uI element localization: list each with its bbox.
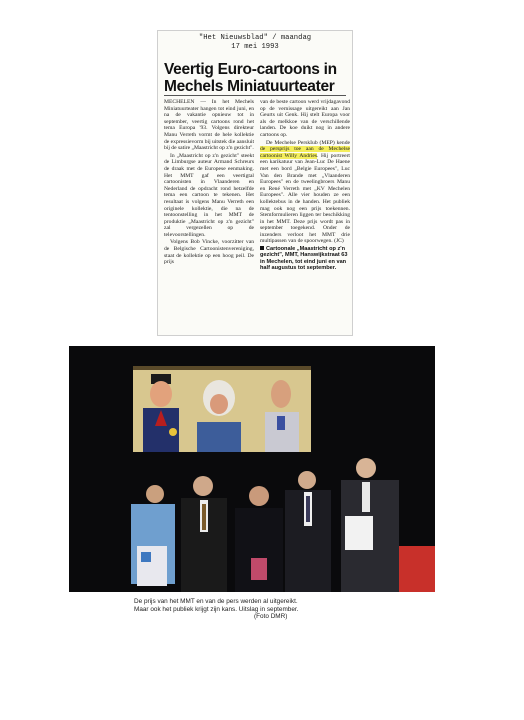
article-column-right [260,99,350,333]
article-paragraph: van de beste cartoon werd vrijdagavond op de vernissage uitgereikt aan Jan Geurts uit Genk. Hij stelt Europa voor als de melkkoe van de verschillende landen. De koe duikt nog in andere cartoons op. [260,99,350,138]
event-photo [69,346,435,592]
event-info-box [260,246,350,272]
masthead [158,34,352,52]
stage-frame [133,366,311,370]
caption-line: Maar ook het publiek krijgt zijn kans. Uitslag in september. [134,605,299,613]
article-body [164,99,350,333]
masthead-paper-day: "Het Nieuwsblad" / maandag [198,34,312,42]
event-info-text: Cartoonale „Maastricht op z'n gezicht", MMT, Hanswijkstraat 63 in Mechelen, tot eind juni en van half augustus tot september. [260,246,348,272]
article-paragraph: Volgens Bob Vincke, voorzitter van de Belgische Cartoonistenvereniging, staat de kollektie op een hoog peil. De prijs [164,239,254,266]
article-paragraph: MECHELEN — In het Mechels Miniatuurteater hangen tot eind juni, en na de vakantie opnieuw tot in september, veertig cartoons rond het tema Europa '93. Volgens direkteur Manu Verreth vormt de hele kollektie de expressievorm bij uitstek die aansluit bij de satire „Maastricht op z'n gezicht". [164,99,254,152]
article-column-left [164,99,254,333]
headline-rule [164,95,346,96]
masthead-date: 17 mei 1993 [231,43,279,51]
red-curtain [399,546,435,592]
photo-caption [134,598,364,621]
newspaper-clipping [157,30,353,336]
article-headline: Veertig Euro-cartoons in Mechels Miniatuurteater [164,61,337,95]
highlighted-text: de persprijs toe aan de Mechelse cartoonist Willy Andries [260,146,350,159]
caption-line: De prijs van het MMT en van de pers werden al uitgereikt. [134,598,298,605]
article-paragraph: In „Maastricht op z'n gezicht" steekt de Limburgse auteur Armand Schreurs de draak met de Europese eenmaking. Het MMT gaf een veertigtal cartoonisten in Vlaanderen en Nederland de opdracht rond hetzelfde tema een cartoon te tekenen. Het resultaat is volgens Manu Verreth een originele kollektie, die na de tentoonstelling in het MMT de produktie „Maastricht op z'n gezicht" zal vergezellen op de televoorstellingen. [164,152,254,238]
photo-credit: (Foto DMR) [254,613,288,621]
article-paragraph-highlighted: De Mechelse PerskIub (MEP) kende de persprijs toe aan de Mechelse cartoonist Willy Andries. Hij portreert een karikatuur van Jean-Luc De Haene met een bord „Belgie Europees", Luc Van den Brande met „Vlaanderen Europees" en de tweelingbroers Manu en René Verreth met „KV Mechelen Europees". Alle vier houden ze een kollektebus in de handen. Het publiek mag ook nog een prijs toekennen. Stemformulieren liggen ter beschikking in het MMT. Deze prijs wordt pas in september toegekend. Onder de inzenders verloot het MMT drie multipassen van de spoorwegen. (JC) [260,139,350,245]
bullet-square-icon [260,246,264,250]
photo-illustration [69,346,435,592]
